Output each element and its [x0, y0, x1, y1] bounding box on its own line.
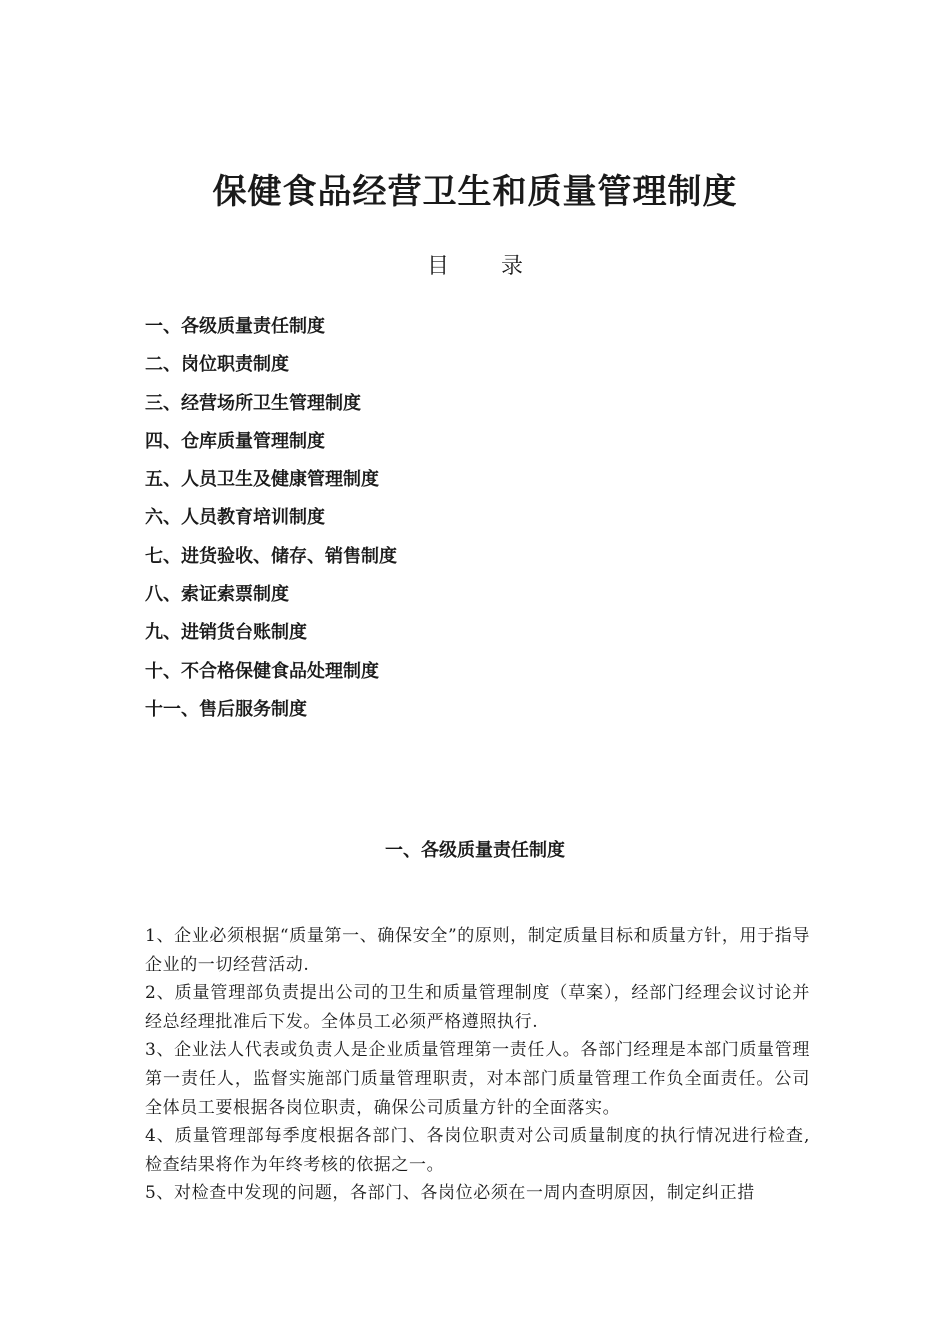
- paragraph: 1、企业必须根据“质量第一、确保安全”的原则，制定质量目标和质量方针，用于指导企业的一切经营活动.: [145, 926, 810, 975]
- toc-item: 七、进货验收、储存、销售制度: [145, 545, 397, 567]
- paragraph: 2、质量管理部负责提出公司的卫生和质量管理制度（草案），经部门经理会议讨论并经总经理批准后下发。全体员工必须严格遵照执行.: [145, 983, 810, 1032]
- toc-heading: [0, 252, 950, 282]
- toc-item: 十、不合格保健食品处理制度: [145, 660, 379, 682]
- document-title: 保健食品经营卫生和质量管理制度: [212, 172, 738, 212]
- toc-item: 九、进销货台账制度: [145, 622, 307, 644]
- toc-item: 十一、售后服务制度: [145, 698, 307, 720]
- toc-item: 一、各级质量责任制度: [145, 316, 325, 337]
- paragraph: 3、企业法人代表或负责人是企业质量管理第一责任人。各部门经理是本部门质量管理第一责任人，监督实施部门质量管理职责，对本部门质量管理工作负全面责任。公司全体员工要根据各岗位职责，确保公司质量方针的全面落实。: [145, 1040, 810, 1118]
- toc-item: 四、仓库质量管理制度: [145, 430, 325, 452]
- toc-item: 二、岗位职责制度: [145, 354, 289, 376]
- toc-item: 八、索证索票制度: [145, 584, 289, 606]
- toc-item: 三、经营场所卫生管理制度: [145, 392, 361, 414]
- section-body: [145, 922, 810, 1208]
- toc-heading-right: 录: [501, 254, 524, 279]
- paragraph: 5、对检查中发现的问题，各部门、各岗位必须在一周内查明原因，制定纠正措: [145, 1183, 755, 1204]
- toc-heading-left: 目: [426, 254, 449, 279]
- section-heading: 一、各级质量责任制度: [385, 840, 565, 861]
- toc-item: 五、人员卫生及健康管理制度: [145, 469, 379, 491]
- table-of-contents: [145, 308, 397, 729]
- paragraph: 4、质量管理部每季度根据各部门、各岗位职责对公司质量制度的执行情况进行检查,检查结果将作为年终考核的依据之一。: [145, 1126, 810, 1175]
- toc-item: 六、人员教育培训制度: [145, 507, 325, 529]
